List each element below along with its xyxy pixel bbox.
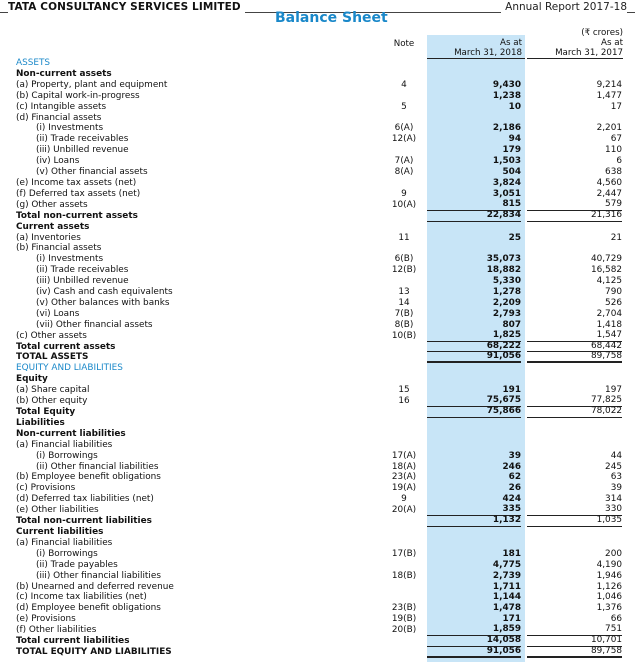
- row-value-2017: 21: [610, 232, 622, 243]
- row-label: (i) Borrowings: [36, 450, 98, 461]
- row-value-2017: 67: [610, 134, 622, 145]
- row-value-2017: 1,547: [527, 331, 622, 342]
- row-value-2017: 17: [610, 101, 622, 112]
- note-column-header: Note: [393, 39, 415, 49]
- table-row: [0, 527, 635, 538]
- row-value-2018: 1,132: [427, 516, 521, 527]
- current-year-header: [427, 38, 522, 58]
- table-row: [0, 429, 635, 440]
- row-value-2018: 26: [508, 483, 521, 494]
- table-row: [0, 287, 635, 298]
- previous-year-header-line2: March 31, 2017: [555, 48, 623, 58]
- row-note: 16: [398, 396, 410, 407]
- row-label: (a) Financial liabilities: [16, 537, 113, 548]
- row-value-2017: 9,214: [596, 79, 622, 90]
- row-label: (b) Other equity: [16, 396, 88, 407]
- row-value-2018: 2,186: [492, 123, 521, 134]
- row-note: 5: [401, 101, 407, 112]
- row-value-2018: 18,882: [486, 265, 521, 276]
- table-row: [0, 494, 635, 505]
- row-value-2017: 77,825: [527, 396, 622, 407]
- table-row: [0, 614, 635, 625]
- row-note: 20(B): [391, 625, 417, 636]
- row-note: 10(A): [391, 199, 417, 210]
- row-value-2018: 4,775: [492, 559, 521, 570]
- table-row: [0, 440, 635, 451]
- table-row: [0, 80, 635, 91]
- row-label: (ii) Trade receivables: [36, 265, 129, 276]
- row-label: (e) Other liabilities: [16, 505, 99, 516]
- company-name: TATA CONSULTANCY SERVICES LIMITED: [8, 1, 245, 13]
- row-value-2018: 1,859: [427, 625, 521, 636]
- row-note: 19(A): [391, 483, 417, 494]
- table-row: [0, 516, 635, 527]
- row-note: 23(B): [391, 603, 417, 614]
- row-value-2017: 1,046: [596, 592, 622, 603]
- row-note: 14: [398, 297, 410, 308]
- table-row: [0, 407, 635, 418]
- table-row: [0, 265, 635, 276]
- row-value-2018: 807: [502, 319, 521, 330]
- row-value-2018: 14,058: [427, 636, 521, 647]
- row-value-2018: 1,711: [492, 581, 521, 592]
- row-label: (v) Other balances with banks: [36, 297, 170, 308]
- table-row: [0, 462, 635, 473]
- row-label: (i) Investments: [36, 123, 104, 134]
- table-row: [0, 320, 635, 331]
- table-row: [0, 472, 635, 483]
- row-label: (b) Financial assets: [16, 243, 102, 254]
- unit-label: (₹ crores): [581, 28, 623, 38]
- row-label: Equity: [16, 374, 48, 385]
- row-value-2017: 1,376: [596, 603, 622, 614]
- table-row: [0, 451, 635, 462]
- table-row: [0, 222, 635, 233]
- row-note: 8(B): [394, 319, 414, 330]
- table-row: [0, 396, 635, 407]
- row-label: (a) Property, plant and equipment: [16, 79, 168, 90]
- table-row: [0, 91, 635, 102]
- row-value-2017: 4,190: [596, 559, 622, 570]
- row-value-2018: 1,278: [492, 287, 521, 298]
- row-value-2018: 2,209: [492, 297, 521, 308]
- row-value-2018: 39: [508, 450, 521, 461]
- row-value-2018: 75,675: [427, 396, 521, 407]
- row-note: 6(B): [394, 254, 414, 265]
- row-label: (d) Employee benefit obligations: [16, 603, 161, 614]
- table-row: [0, 363, 635, 374]
- table-row: [0, 625, 635, 636]
- row-value-2017: 751: [527, 625, 622, 636]
- row-label: Non-current assets: [16, 68, 112, 79]
- row-value-2018: 171: [502, 614, 521, 625]
- row-label: Current liabilities: [16, 526, 104, 537]
- row-value-2017: 526: [605, 297, 622, 308]
- page-title: Balance Sheet: [275, 10, 388, 26]
- previous-year-header: [527, 28, 623, 58]
- row-value-2018: 5,330: [492, 276, 521, 287]
- table-row: [0, 352, 635, 363]
- row-note: 12(A): [391, 134, 417, 145]
- row-value-2018: 9,430: [492, 79, 521, 90]
- row-label: ASSETS: [16, 58, 51, 68]
- row-value-2017: 790: [605, 287, 622, 298]
- row-value-2017: 66: [610, 614, 622, 625]
- table-row: [0, 233, 635, 244]
- row-label: (b) Employee benefit obligations: [16, 472, 161, 483]
- row-label: Current assets: [16, 221, 90, 232]
- row-value-2017: 200: [605, 548, 622, 559]
- row-value-2017: 6: [616, 156, 622, 167]
- row-value-2017: 39: [610, 483, 622, 494]
- table-row: [0, 592, 635, 603]
- row-note: 11: [398, 232, 410, 243]
- balance-sheet-table: [0, 58, 635, 658]
- report-name: Annual Report 2017-18: [501, 1, 627, 13]
- table-row: [0, 538, 635, 549]
- row-value-2017: 78,022: [527, 407, 622, 418]
- row-value-2018: 246: [502, 461, 521, 472]
- row-note: 13: [398, 287, 410, 298]
- row-label: (g) Other assets: [16, 199, 88, 210]
- row-note: 19(B): [391, 614, 417, 625]
- row-label: (e) Income tax assets (net): [16, 177, 137, 188]
- row-value-2018: 10: [508, 101, 521, 112]
- row-value-2017: 638: [605, 167, 622, 178]
- row-value-2018: 62: [508, 472, 521, 483]
- row-value-2017: 89,758: [527, 352, 622, 363]
- row-value-2018: 1,503: [492, 156, 521, 167]
- row-note: 6(A): [394, 123, 414, 134]
- row-label: (i) Investments: [36, 254, 104, 265]
- row-note: 9: [401, 494, 407, 505]
- row-value-2018: 181: [502, 548, 521, 559]
- row-note: 18(A): [391, 461, 417, 472]
- row-value-2017: 63: [610, 472, 622, 483]
- row-note: 17(B): [391, 548, 417, 559]
- table-row: [0, 342, 635, 353]
- row-value-2018: 815: [427, 200, 521, 211]
- table-row: [0, 123, 635, 134]
- row-label: Total Equity: [16, 407, 76, 417]
- row-value-2017: 89,758: [527, 647, 622, 658]
- row-note: 8(A): [394, 167, 414, 178]
- row-value-2018: 68,222: [427, 342, 521, 353]
- row-value-2018: 2,793: [492, 308, 521, 319]
- row-value-2018: 3,051: [492, 188, 521, 199]
- table-row: [0, 178, 635, 189]
- table-row: [0, 189, 635, 200]
- table-row: [0, 58, 635, 69]
- row-label: (iii) Unbilled revenue: [36, 145, 129, 156]
- row-value-2017: 110: [605, 145, 622, 156]
- row-value-2018: 335: [427, 505, 521, 516]
- table-row: [0, 636, 635, 647]
- table-row: [0, 145, 635, 156]
- row-label: (d) Financial assets: [16, 112, 102, 123]
- row-label: (f) Other liabilities: [16, 625, 97, 636]
- row-label: (v) Other financial assets: [36, 167, 148, 178]
- table-row: [0, 134, 635, 145]
- table-row: [0, 505, 635, 516]
- row-value-2018: 91,056: [427, 352, 521, 363]
- row-label: TOTAL EQUITY AND LIABILITIES: [16, 646, 172, 657]
- table-row: [0, 647, 635, 658]
- row-value-2018: 191: [502, 385, 521, 396]
- row-label: (c) Intangible assets: [16, 101, 107, 112]
- row-label: TOTAL ASSETS: [16, 352, 89, 363]
- row-value-2018: 75,866: [427, 407, 521, 418]
- row-label: Total non-current liabilities: [16, 516, 152, 527]
- table-row: [0, 582, 635, 593]
- table-row: [0, 385, 635, 396]
- row-label: EQUITY AND LIABILITIES: [16, 363, 123, 374]
- row-label: (i) Borrowings: [36, 548, 98, 559]
- row-value-2017: 1,126: [596, 581, 622, 592]
- row-label: (ii) Trade payables: [36, 559, 118, 570]
- row-value-2018: 91,056: [427, 647, 521, 658]
- row-value-2017: 2,201: [596, 123, 622, 134]
- row-value-2017: 197: [605, 385, 622, 396]
- row-label: Total non-current assets: [16, 210, 138, 221]
- row-note: 12(B): [391, 265, 417, 276]
- table-row: [0, 243, 635, 254]
- row-label: (iii) Other financial liabilities: [36, 570, 161, 581]
- row-note: 9: [401, 188, 407, 199]
- row-value-2018: 1,238: [492, 90, 521, 101]
- row-label: Liabilities: [16, 417, 65, 428]
- current-year-header-line2: March 31, 2018: [454, 48, 522, 58]
- table-row: [0, 560, 635, 571]
- row-note: 10(B): [391, 330, 417, 341]
- row-label: Total current liabilities: [16, 636, 130, 647]
- row-value-2017: 4,560: [596, 177, 622, 188]
- row-value-2018: 94: [508, 134, 521, 145]
- row-note: 4: [401, 79, 407, 90]
- table-row: [0, 331, 635, 342]
- table-row: [0, 200, 635, 211]
- table-row: [0, 156, 635, 167]
- row-label: (c) Provisions: [16, 483, 76, 494]
- row-value-2018: 1,478: [492, 603, 521, 614]
- row-label: (ii) Other financial liabilities: [36, 461, 159, 472]
- row-note: 7(A): [394, 156, 414, 167]
- row-value-2018: 179: [502, 145, 521, 156]
- table-row: [0, 276, 635, 287]
- row-value-2017: 245: [605, 461, 622, 472]
- row-label: (e) Provisions: [16, 614, 76, 625]
- row-value-2017: 1,477: [596, 90, 622, 101]
- row-label: (iii) Unbilled revenue: [36, 276, 129, 287]
- row-value-2018: 25: [508, 232, 521, 243]
- row-label: (c) Other assets: [16, 330, 87, 341]
- row-value-2018: 424: [502, 494, 521, 505]
- row-value-2018: 2,739: [492, 570, 521, 581]
- table-row: [0, 113, 635, 124]
- row-note: 20(A): [391, 505, 417, 516]
- table-row: [0, 418, 635, 429]
- row-label: (d) Deferred tax liabilities (net): [16, 494, 154, 505]
- row-note: 23(A): [391, 472, 417, 483]
- previous-year-header-line1: As at: [601, 38, 623, 48]
- row-label: (f) Deferred tax assets (net): [16, 188, 141, 199]
- row-note: 18(B): [391, 570, 417, 581]
- row-value-2017: 21,316: [527, 211, 622, 222]
- row-value-2018: 35,073: [486, 254, 521, 265]
- row-label: Total current assets: [16, 341, 116, 352]
- table-row: [0, 374, 635, 385]
- table-row: [0, 309, 635, 320]
- table-row: [0, 102, 635, 113]
- table-row: [0, 571, 635, 582]
- row-value-2017: 2,704: [596, 308, 622, 319]
- row-value-2017: 10,701: [527, 636, 622, 647]
- row-label: (vii) Other financial assets: [36, 319, 153, 330]
- row-value-2017: 1,035: [527, 516, 622, 527]
- row-note: 7(B): [394, 308, 414, 319]
- row-value-2017: 44: [610, 450, 622, 461]
- row-label: (a) Inventories: [16, 232, 81, 243]
- row-value-2018: 1,144: [492, 592, 521, 603]
- row-label: (iv) Cash and cash equivalents: [36, 287, 173, 298]
- row-value-2017: 1,946: [596, 570, 622, 581]
- row-value-2018: 22,834: [427, 211, 521, 222]
- table-row: [0, 211, 635, 222]
- table-row: [0, 254, 635, 265]
- row-note: 15: [398, 385, 410, 396]
- row-label: (a) Share capital: [16, 385, 90, 396]
- row-label: (ii) Trade receivables: [36, 134, 129, 145]
- table-row: [0, 483, 635, 494]
- row-value-2018: 504: [502, 167, 521, 178]
- row-label: (b) Capital work-in-progress: [16, 90, 140, 101]
- row-label: (a) Financial liabilities: [16, 439, 113, 450]
- row-label: Non-current liabilities: [16, 428, 126, 439]
- row-value-2017: 68,442: [527, 342, 622, 353]
- row-value-2017: 4,125: [596, 276, 622, 287]
- row-value-2018: 1,825: [427, 331, 521, 342]
- row-label: (c) Income tax liabilities (net): [16, 592, 147, 603]
- row-value-2017: 1,418: [596, 319, 622, 330]
- table-row: [0, 167, 635, 178]
- row-value-2017: 579: [527, 200, 622, 211]
- row-note: 17(A): [391, 450, 417, 461]
- table-row: [0, 69, 635, 80]
- table-row: [0, 549, 635, 560]
- row-value-2018: 3,824: [492, 177, 521, 188]
- row-value-2017: 40,729: [590, 254, 622, 265]
- row-value-2017: 314: [605, 494, 622, 505]
- row-value-2017: 16,582: [590, 265, 622, 276]
- current-year-header-line1: As at: [500, 38, 522, 48]
- row-label: (iv) Loans: [36, 156, 80, 167]
- row-label: (vi) Loans: [36, 308, 80, 319]
- table-row: [0, 298, 635, 309]
- row-value-2017: 2,447: [596, 188, 622, 199]
- table-row: [0, 603, 635, 614]
- row-value-2017: 330: [527, 505, 622, 516]
- row-label: (b) Unearned and deferred revenue: [16, 581, 174, 592]
